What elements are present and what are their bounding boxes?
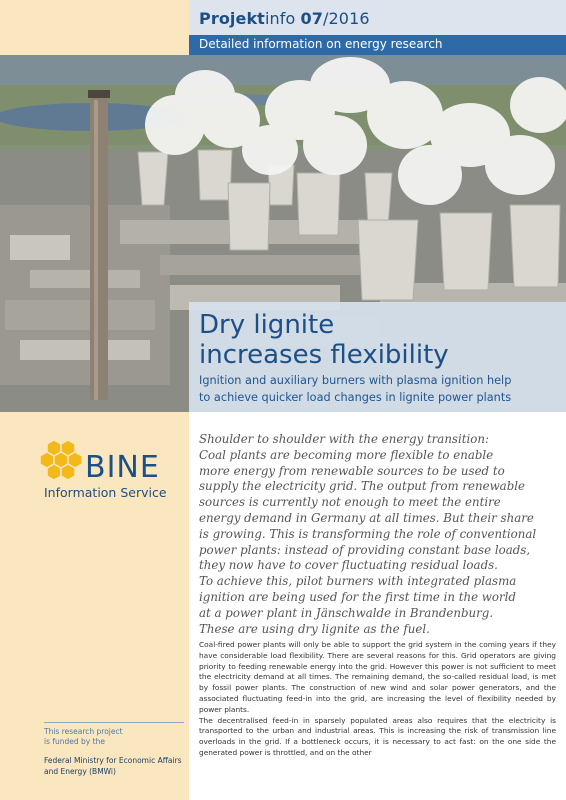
publication-title: Projektinfo 07/2016 (199, 9, 370, 28)
intro-line: These are using dry lignite as the fuel. (199, 621, 430, 636)
bine-logo-word: BINE (85, 450, 160, 485)
intro-line: power plants: instead of providing constant base loads, (199, 542, 531, 557)
body-paragraph-2: The decentralised feed-in in sparsely populated areas also requires that the electricity is transported to the urban and industrial areas. This is increasing the risk of transmission line overloads in the grid. If a bottleneck occurs, it is necessary to act fast: on the one side the generated power is throttled, and on the other (199, 715, 556, 757)
intro-text (199, 432, 537, 637)
document-subtitle (199, 372, 559, 406)
bine-logo-subtitle: Information Service (44, 485, 167, 500)
subheader-text: Detailed information on energy research (199, 37, 443, 51)
title-line-2: increases flexibility (199, 340, 449, 370)
intro-line: more energy from renewable sources to be used to (199, 463, 505, 478)
intro-line: ignition are being used for the first time in the world (199, 589, 516, 604)
hexagon-cluster-icon (38, 438, 84, 482)
intro-line: To achieve this, pilot burners with integrated plasma (199, 574, 517, 589)
subtitle-line-1: Ignition and auxiliary burners with plasma ignition help (199, 374, 512, 387)
title-line-1: Dry lignite (199, 310, 335, 340)
intro-line: is growing. This is transforming the role of conventional (199, 526, 537, 541)
intro-line: they now have to cover fluctuating residual loads. (199, 558, 498, 573)
body-text (199, 640, 556, 759)
intro-line: energy demand in Germany at all times. But their share (199, 510, 534, 525)
funding-intro: This research project is funded by the (44, 727, 123, 746)
document-title (199, 310, 449, 370)
funding-divider (44, 722, 184, 723)
intro-line: Shoulder to shoulder with the energy transition: (199, 432, 489, 446)
intro-line: supply the electricity grid. The output from renewable (199, 479, 526, 494)
subtitle-line-2: to achieve quicker load changes in lignite power plants (199, 391, 512, 404)
intro-line: at a power plant in Jänschwalde in Brandenburg. (199, 605, 494, 620)
body-paragraph-1: Coal-fired power plants will only be able to support the grid system in the coming years if they have considerable load flexibility. There are several reasons for this. Grid operators are giving priority to feeding renewable energy into the grid. However this power is not sufficient to meet the electricity demand at all times. The remaining demand, the so-called residual load, is met by fossil power plants. The construction of new wind and solar power generators, and the associated fluctuating feed-in into the grid, are increasing the level of flexibility needed by power plants. (199, 640, 556, 714)
intro-line: sources is currently not enough to meet the entire (199, 495, 501, 510)
funding-ministry: Federal Ministry for Economic Affairs and Energy (BMWi) (44, 756, 182, 776)
intro-line: Coal plants are becoming more flexible to enable (199, 447, 494, 462)
